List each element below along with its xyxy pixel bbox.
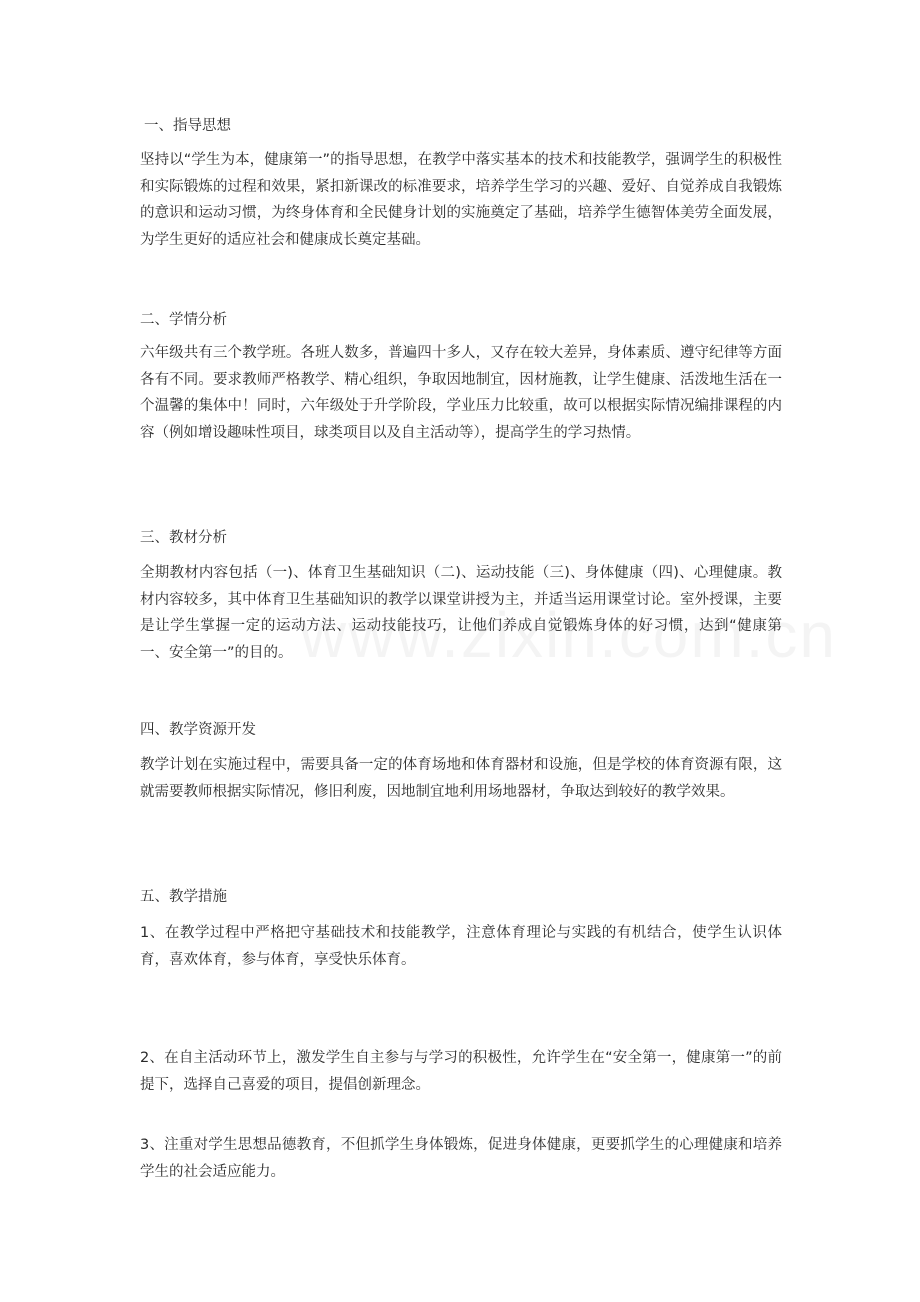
section-heading-guiding-ideology: 一、指导思想 bbox=[144, 118, 231, 134]
section-paragraph-textbook-analysis: 全期教材内容包括（一)、体育卫生基础知识（二)、运动技能（三)、身体健康（四)、心理健康。教材内容较多，其中体育卫生基础知识的教学以课堂讲授为主，并适当运用课堂讨论。室外授课，主要是让学生掌握一定的运动方法、运动技能技巧，让他们养成自觉锻炼身体的好习惯，达到“健康第一、安全第一”的目的。 bbox=[140, 565, 782, 661]
section-heading-teaching-measures: 五、教学措施 bbox=[140, 889, 227, 905]
measure-item-2: 2、在自主活动环节上，激发学生自主参与与学习的积极性，允许学生在“安全第一，健康第一”的前提下，选择自己喜爱的项目，提倡创新理念。 bbox=[140, 1050, 782, 1093]
section-paragraph-student-analysis: 六年级共有三个教学班。各班人数多，普遍四十多人，又存在较大差异，身体素质、遵守纪律等方面各有不同。要求教师严格教学、精心组织，争取因地制宜，因材施教，让学生健康、活泼地生活在一个温馨的集体中！同时，六年级处于升学阶段，学业压力比较重，故可以根据实际情况编排课程的内容（例如增设趣味性项目，球类项目以及自主活动等），提高学生的学习热情。 bbox=[140, 345, 782, 441]
section-heading-student-analysis: 二、学情分析 bbox=[140, 312, 227, 328]
section-heading-textbook-analysis: 三、教材分析 bbox=[140, 530, 227, 546]
section-paragraph-guiding-ideology: 坚持以“学生为本，健康第一”的指导思想，在教学中落实基本的技术和技能教学，强调学生的积极性和实际锻炼的过程和效果，紧扣新课改的标准要求，培养学生学习的兴趣、爱好、自觉养成自我锻炼的意识和运动习惯，为终身体育和全民健身计划的实施奠定了基础，培养学生德智体美劳全面发展，为学生更好的适应社会和健康成长奠定基础。 bbox=[140, 152, 782, 248]
measure-item-1: 1、在教学过程中严格把守基础技术和技能教学，注意体育理论与实践的有机结合，使学生认识体育，喜欢体育，参与体育，享受快乐体育。 bbox=[140, 925, 782, 968]
section-paragraph-resource-development: 教学计划在实施过程中，需要具备一定的体育场地和体育器材和设施，但是学校的体育资源有限，这就需要教师根据实际情况，修旧利废，因地制宜地利用场地器材，争取达到较好的教学效果。 bbox=[140, 757, 782, 800]
measure-item-3: 3、注重对学生思想品德教育，不但抓学生身体锻炼，促进身体健康，更要抓学生的心理健康和培养学生的社会适应能力。 bbox=[140, 1137, 782, 1180]
section-heading-resource-development: 四、教学资源开发 bbox=[140, 722, 256, 738]
